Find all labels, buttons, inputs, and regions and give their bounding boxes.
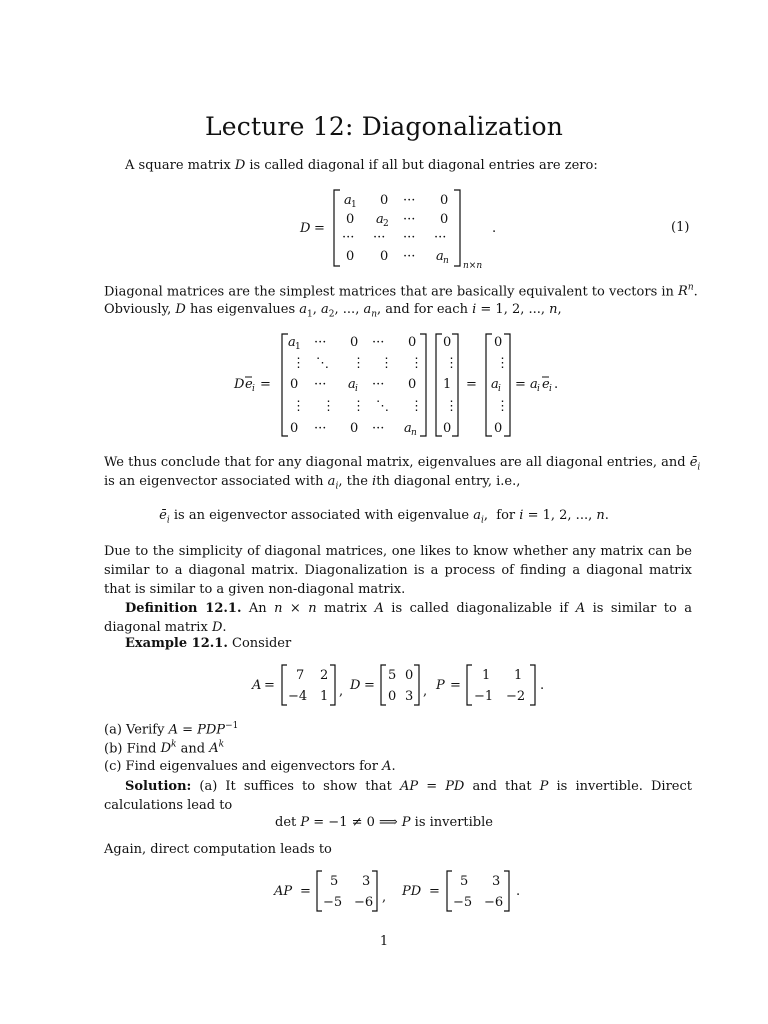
svg-text:⋱: ⋱ (316, 356, 329, 371)
paragraph-1-line-2: Obviously, D has eigenvalues $a_1$, $a_2$, ..., $a_n$, and for each i = 1, 2, ..., n, (104, 302, 562, 320)
svg-text:5: 5 (388, 668, 397, 683)
svg-text:⋮: ⋮ (496, 356, 509, 371)
svg-text:0: 0 (346, 249, 355, 264)
svg-text:3: 3 (405, 689, 414, 704)
svg-text:···: ··· (314, 421, 327, 436)
svg-text:=: = (300, 884, 311, 899)
paragraph-1-line-1: Diagonal matrices are the simplest matrices that are basically equivalent to vectors in $R^n$. (104, 283, 698, 300)
svg-text:0: 0 (290, 421, 299, 436)
svg-text:a: a (491, 377, 499, 392)
equation-4 (272, 868, 532, 914)
svg-text:D: D (234, 377, 245, 392)
svg-text:P: P (436, 678, 445, 693)
svg-text:−1: −1 (474, 689, 494, 704)
svg-text:=: = (515, 377, 526, 392)
svg-text:=: = (466, 377, 477, 392)
paragraph-2-line-1: We thus conclude that for any diagonal matrix, eigenvalues are all diagonal entries, and $ē_i$ (104, 455, 701, 473)
svg-text:···: ··· (403, 212, 416, 227)
svg-text:⋮: ⋮ (352, 356, 365, 371)
svg-text:−6: −6 (484, 895, 504, 910)
svg-text:⋮: ⋮ (292, 356, 305, 371)
page-title: Lecture 12: Diagonalization (204, 112, 564, 141)
svg-text:···: ··· (372, 377, 385, 392)
svg-text:···: ··· (314, 377, 327, 392)
svg-text:⋮: ⋮ (445, 399, 458, 414)
definition: Definition 12.1. An n × n matrix A is called diagonalizable if A is similar to a diagonal matrix D. (104, 601, 692, 635)
svg-text:a: a (344, 193, 352, 208)
svg-text:−5: −5 (453, 895, 473, 910)
svg-text:⋮: ⋮ (410, 399, 423, 414)
svg-text:−5: −5 (323, 895, 343, 910)
svg-text:2: 2 (383, 219, 389, 229)
equation-number: (1) (671, 220, 690, 235)
svg-text:AP: AP (274, 884, 293, 899)
svg-text:=: = (450, 678, 461, 693)
det-line: det P = −1 ≠ 0 ⟹ P is invertible (275, 815, 493, 830)
svg-text:7: 7 (296, 668, 305, 683)
svg-text:=: = (429, 884, 440, 899)
svg-text:⋮: ⋮ (496, 399, 509, 414)
svg-text:2: 2 (320, 668, 329, 683)
svg-text:···: ··· (434, 230, 447, 245)
svg-text:···: ··· (403, 249, 416, 264)
svg-text:0: 0 (440, 212, 449, 227)
svg-text:0: 0 (494, 335, 503, 350)
svg-text:,: , (423, 684, 428, 699)
svg-text:0: 0 (440, 193, 449, 208)
equation-2 (232, 330, 572, 440)
svg-text:0: 0 (290, 377, 299, 392)
task-a: (a) Verify $A = PDP^{-1}$ (104, 721, 239, 738)
svg-text:3: 3 (362, 874, 371, 889)
example-text: Consider (232, 636, 292, 651)
svg-text:0: 0 (388, 689, 397, 704)
svg-text:0: 0 (405, 668, 414, 683)
equation-3 (250, 662, 560, 708)
svg-text:0: 0 (443, 421, 452, 436)
svg-text:0: 0 (443, 335, 452, 350)
svg-text:⋱: ⋱ (376, 399, 389, 414)
svg-text:.: . (540, 678, 545, 693)
solution: Solution: (a) It suffices to show that AP = PD and that P is invertible. Direct calculations lead to (104, 779, 692, 813)
svg-text:−4: −4 (288, 689, 308, 704)
svg-text:n: n (443, 256, 449, 266)
page-number: 1 (379, 934, 389, 949)
svg-text:=: = (364, 678, 375, 693)
svg-text:e: e (542, 377, 550, 392)
svg-text:,: , (339, 684, 344, 699)
statement: $ē_i$ is an eigenvector associated with eigenvalue $a_i$, for i = 1, 2, ..., n. (159, 508, 609, 526)
svg-text:⋮: ⋮ (445, 356, 458, 371)
svg-text:.: . (554, 377, 559, 392)
svg-text:···: ··· (403, 230, 416, 245)
svg-text:0: 0 (408, 377, 417, 392)
svg-text:1: 1 (295, 342, 301, 352)
again-line: Again, direct computation leads to (104, 842, 332, 857)
svg-text:.: . (492, 221, 497, 236)
svg-text:a: a (404, 421, 412, 436)
svg-text:0: 0 (380, 193, 389, 208)
svg-text:=: = (260, 377, 271, 392)
paragraph-3: Due to the simplicity of diagonal matrices, one likes to know whether any matrix can be similar to a diagonal matrix. Diagonalization is a process of finding a diagonal matrix that is similar to a given non-diagonal matrix. (104, 544, 692, 597)
svg-text:PD: PD (402, 884, 422, 899)
svg-text:0: 0 (494, 421, 503, 436)
svg-text:1: 1 (482, 668, 491, 683)
task-b: (b) Find $D^k$ and $A^k$ (104, 740, 225, 757)
svg-text:a: a (348, 377, 356, 392)
svg-text:i: i (498, 384, 501, 394)
svg-text:.: . (516, 884, 521, 899)
svg-text:D: D (300, 221, 311, 236)
svg-text:i: i (549, 384, 552, 394)
svg-text:1: 1 (514, 668, 523, 683)
svg-text:n: n (411, 428, 417, 438)
svg-text:0: 0 (380, 249, 389, 264)
svg-text:i: i (537, 384, 540, 394)
svg-text:a: a (376, 212, 384, 227)
svg-text:a: a (288, 335, 296, 350)
example-heading (125, 636, 291, 651)
svg-text:⋮: ⋮ (380, 356, 393, 371)
svg-text:=: = (314, 221, 325, 236)
svg-text:5: 5 (460, 874, 469, 889)
svg-text:−6: −6 (354, 895, 374, 910)
task-c: (c) Find eigenvalues and eigenvectors for A. (104, 759, 396, 774)
svg-text:i: i (252, 384, 255, 394)
svg-text:,: , (382, 890, 387, 905)
svg-text:⋮: ⋮ (352, 399, 365, 414)
svg-text:1: 1 (443, 377, 452, 392)
definition-label: Definition 12.1. (125, 601, 242, 616)
equation-1 (296, 186, 506, 270)
svg-text:e: e (245, 377, 253, 392)
svg-text:⋮: ⋮ (322, 399, 335, 414)
svg-text:−2: −2 (506, 689, 526, 704)
svg-text:···: ··· (373, 230, 386, 245)
svg-text:⋮: ⋮ (410, 356, 423, 371)
svg-text:3: 3 (492, 874, 501, 889)
svg-text:0: 0 (350, 335, 359, 350)
svg-text:5: 5 (330, 874, 339, 889)
svg-text:···: ··· (403, 193, 416, 208)
svg-text:a: a (530, 377, 538, 392)
svg-text:···: ··· (372, 335, 385, 350)
svg-text:n×n: n×n (463, 261, 483, 270)
svg-text:0: 0 (346, 212, 355, 227)
svg-text:a: a (436, 249, 444, 264)
svg-text:1: 1 (320, 689, 329, 704)
solution-label: Solution: (125, 779, 192, 794)
paragraph-2-line-2: is an eigenvector associated with $a_i$, the ith diagonal entry, i.e., (104, 474, 521, 492)
svg-text:···: ··· (314, 335, 327, 350)
svg-text:D: D (350, 678, 361, 693)
svg-text:···: ··· (372, 421, 385, 436)
svg-text:0: 0 (408, 335, 417, 350)
example-label: Example 12.1. (125, 636, 228, 651)
intro-text: A square matrix D is called diagonal if all but diagonal entries are zero: (125, 158, 598, 173)
svg-text:⋮: ⋮ (292, 399, 305, 414)
svg-text:A: A (252, 678, 262, 693)
svg-text:0: 0 (350, 421, 359, 436)
svg-text:i: i (355, 384, 358, 394)
svg-text:···: ··· (342, 230, 355, 245)
svg-text:1: 1 (351, 200, 357, 210)
svg-text:=: = (264, 678, 275, 693)
